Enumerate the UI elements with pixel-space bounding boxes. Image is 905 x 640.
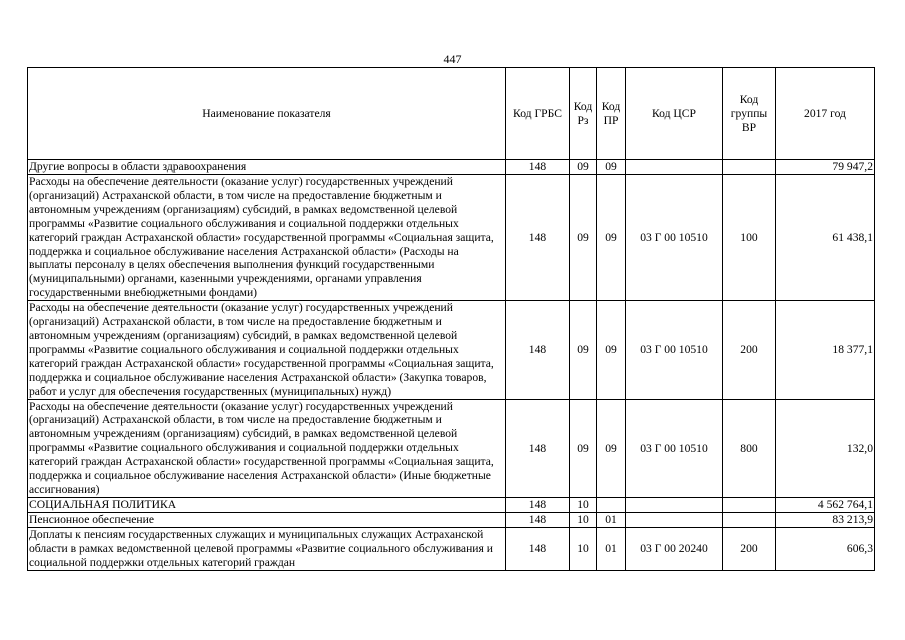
row-name: Пенсионное обеспечение (28, 512, 506, 527)
row-csr: 03 Г 00 10510 (626, 175, 723, 301)
header-name: Наименование показателя (28, 68, 506, 160)
table-header-row (28, 68, 875, 160)
row-csr: 03 Г 00 10510 (626, 301, 723, 399)
row-csr: 03 Г 00 10510 (626, 399, 723, 497)
row-amount: 4 562 764,1 (776, 497, 875, 512)
row-grbs: 148 (506, 399, 570, 497)
row-grbs: 148 (506, 301, 570, 399)
row-pr: 01 (597, 527, 626, 570)
row-amount: 79 947,2 (776, 160, 875, 175)
row-amount: 83 213,9 (776, 512, 875, 527)
row-rz: 09 (570, 175, 597, 301)
row-pr: 01 (597, 512, 626, 527)
header-pr: Код ПР (597, 68, 626, 160)
row-csr (626, 160, 723, 175)
row-grbs: 148 (506, 527, 570, 570)
row-name: СОЦИАЛЬНАЯ ПОЛИТИКА (28, 497, 506, 512)
row-vr (723, 497, 776, 512)
row-rz: 10 (570, 527, 597, 570)
row-name: Расходы на обеспечение деятельности (оказание услуг) государственных учреждений (организаций) Астраханской области, в том числе на предоставление бюджетным и автономным учреждениям (организациям) субсидий, в рамках ведомственной целевой программы «Развитие социального обслуживания и социальной поддержки отдельных категорий граждан Астраханской области» государственной программы «Социальная защита, поддержка и социальное обслуживание населения Астраханской области» (Закупка товаров, работ и услуг для обеспечения государственных (муниципальных) нужд) (28, 301, 506, 399)
row-rz: 10 (570, 497, 597, 512)
row-name: Расходы на обеспечение деятельности (оказание услуг) государственных учреждений (организаций) Астраханской области, в том числе на предоставление бюджетным и автономным учреждениям (организациям) субсидий, в рамках ведомственной целевой программы «Развитие социального обслуживания и социальной поддержки отдельных категорий граждан Астраханской области» государственной программы «Социальная защита, поддержка и социальное обслуживание населения Астраханской области» (Расходы на выплаты персоналу в целях обеспечения выполнения функций государственными (муниципальными) органами, казенными учреждениями, органами управления государственными внебюджетными фондами) (28, 175, 506, 301)
row-csr (626, 512, 723, 527)
table-row (28, 175, 875, 301)
row-name: Расходы на обеспечение деятельности (оказание услуг) государственных учреждений (организаций) Астраханской области, в том числе на предоставление бюджетным и автономным учреждениям (организациям) субсидий, в рамках ведомственной целевой программы «Развитие социального обслуживания и социальной поддержки отдельных категорий граждан Астраханской области» государственной программы «Социальная защита, поддержка и социальное обслуживание населения Астраханской области» (Иные бюджетные ассигнования) (28, 399, 506, 497)
row-vr: 200 (723, 527, 776, 570)
page-number: 447 (443, 52, 462, 66)
header-year: 2017 год (776, 68, 875, 160)
row-pr (597, 497, 626, 512)
row-grbs: 148 (506, 175, 570, 301)
table-row (28, 497, 875, 512)
row-amount: 18 377,1 (776, 301, 875, 399)
row-rz: 09 (570, 160, 597, 175)
row-rz: 09 (570, 301, 597, 399)
header-grbs: Код ГРБС (506, 68, 570, 160)
row-amount: 606,3 (776, 527, 875, 570)
table-row (28, 301, 875, 399)
row-pr: 09 (597, 399, 626, 497)
row-vr (723, 160, 776, 175)
row-pr: 09 (597, 301, 626, 399)
row-grbs: 148 (506, 512, 570, 527)
row-csr: 03 Г 00 20240 (626, 527, 723, 570)
row-vr (723, 512, 776, 527)
row-amount: 61 438,1 (776, 175, 875, 301)
budget-table (27, 67, 875, 571)
row-name: Доплаты к пенсиям государственных служащих и муниципальных служащих Астраханской области в рамках ведомственной целевой программы «Развитие социального обслуживания и социальной поддержки отдельных категорий граждан (28, 527, 506, 570)
header-csr: Код ЦСР (626, 68, 723, 160)
table-row (28, 512, 875, 527)
table-row (28, 527, 875, 570)
row-vr: 800 (723, 399, 776, 497)
row-vr: 100 (723, 175, 776, 301)
row-rz: 10 (570, 512, 597, 527)
table-row (28, 160, 875, 175)
row-grbs: 148 (506, 497, 570, 512)
header-rz: Код Рз (570, 68, 597, 160)
row-name: Другие вопросы в области здравоохранения (28, 160, 506, 175)
row-vr: 200 (723, 301, 776, 399)
table-row (28, 399, 875, 497)
row-pr: 09 (597, 160, 626, 175)
row-rz: 09 (570, 399, 597, 497)
header-vr: Код группы ВР (723, 68, 776, 160)
row-amount: 132,0 (776, 399, 875, 497)
row-grbs: 148 (506, 160, 570, 175)
row-csr (626, 497, 723, 512)
row-pr: 09 (597, 175, 626, 301)
